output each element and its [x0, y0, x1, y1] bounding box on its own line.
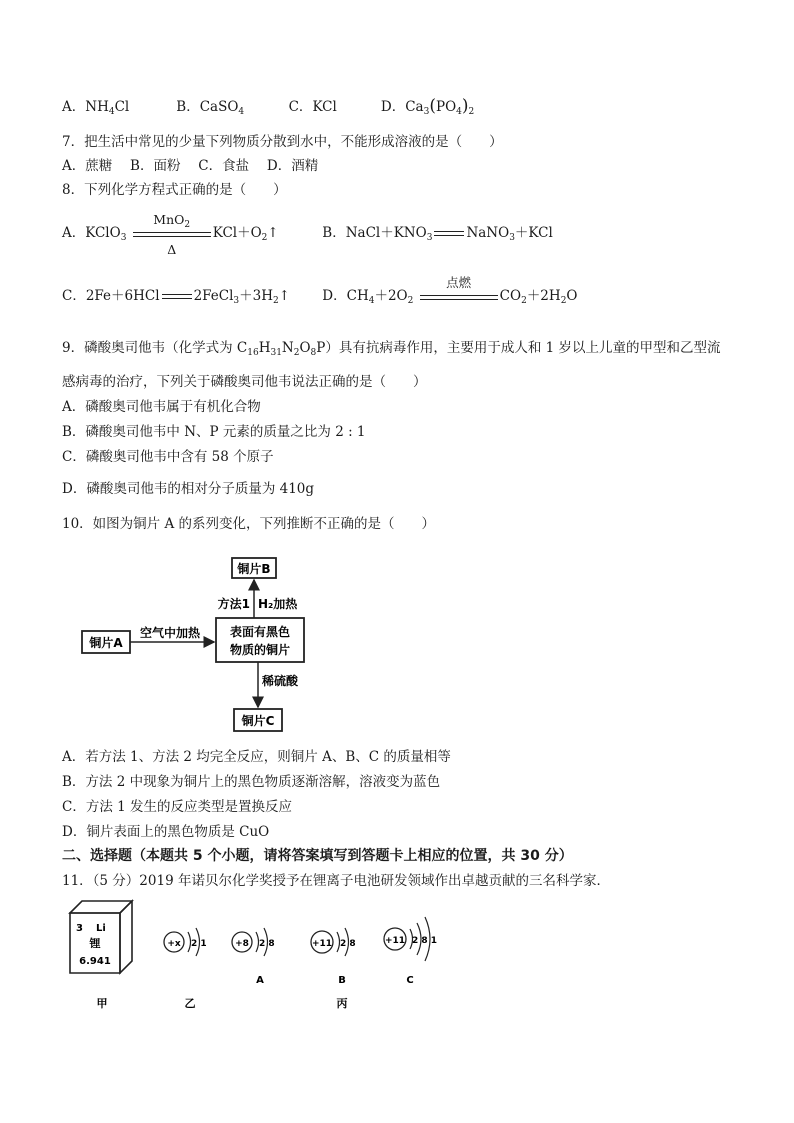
atom-diagram-c — [384, 917, 437, 961]
svg-text:2 8: 2 8 — [259, 939, 275, 949]
atom-diagram-b — [311, 928, 356, 956]
atom-diagram-a — [232, 928, 275, 956]
box-copper-c — [234, 709, 282, 731]
atom-structure-figure — [62, 895, 462, 1020]
q8-option-d: D．$CH_4+2O_2$ 点燃 $CO_2+2H_2O$ — [322, 274, 578, 306]
q8-option-c: C．2Fe＋6HCl $2FeCl_3+3H_2↑$ — [62, 288, 291, 306]
q8-row-cd — [62, 274, 578, 311]
label-c: C — [406, 975, 414, 986]
svg-text:表面有黑色: 表面有黑色 — [229, 625, 291, 639]
copper-reaction-diagram — [70, 553, 340, 738]
box-copper-a — [82, 631, 130, 653]
svg-text:+x: +x — [167, 939, 181, 949]
svg-text:3: 3 — [76, 923, 83, 934]
label-a: A — [256, 975, 264, 986]
q9-option-c: C．磷酸奥司他韦中含有 58 个原子 — [62, 449, 274, 465]
svg-text:Li: Li — [96, 923, 106, 934]
q8-option-a: A．KClO$_3$ MnO$_2$ Δ $KCl+O_2↑$ — [62, 211, 279, 257]
label-jia: 甲 — [96, 997, 108, 1010]
q10-stem: 10．如图为铜片 A 的系列变化，下列推断不正确的是（ ） — [62, 516, 436, 532]
q8-row-ab — [62, 211, 553, 257]
q6-options — [62, 96, 474, 122]
q7-stem: 7．把生活中常见的少量下列物质分散到水中，不能形成溶液的是（ ） — [62, 134, 503, 150]
q8-stem: 8．下列化学方程式正确的是（ ） — [62, 182, 287, 198]
label-dilute-acid: 稀硫酸 — [262, 674, 299, 688]
svg-text:物质的铜片: 物质的铜片 — [229, 643, 291, 657]
q6-option-a: A．$NH_4Cl$ — [62, 99, 130, 117]
q10-option-b: B．方法 2 中现象为铜片上的黑色物质逐渐溶解，溶液变为蓝色 — [62, 774, 441, 790]
q6-option-c: C．KCl — [288, 99, 337, 115]
label-air-heating: 空气中加热 — [139, 626, 201, 640]
svg-text:铜片A: 铜片A — [89, 636, 123, 650]
q8-option-b: B．$NaCl+KNO_3$ NaNO$_3$＋KCl — [322, 225, 553, 243]
label-yi: 乙 — [184, 997, 196, 1010]
q11-stem: 11．（5 分）2019 年诺贝尔化学奖授予在锂离子电池研发领域作出卓越贡献的三名科学家． — [62, 873, 610, 889]
q6-option-d: D．$Ca_3(PO_4)_2$ — [380, 96, 475, 117]
q9-option-b: B．磷酸奥司他韦中 N、P 元素的质量之比为 2 : 1 — [62, 424, 366, 440]
svg-text:+11: +11 — [384, 936, 406, 946]
q8-condition-arrow: MnO$_2$ Δ — [131, 224, 213, 244]
q9-option-d: D．磷酸奥司他韦的相对分子质量为 410g — [62, 481, 315, 497]
svg-text:+8: +8 — [235, 939, 249, 949]
svg-text:2 8 1: 2 8 1 — [412, 936, 438, 946]
svg-text:铜片B: 铜片B — [237, 562, 271, 576]
q10-option-d: D．铜片表面上的黑色物质是 CuO — [62, 824, 270, 840]
svg-text:6.941: 6.941 — [79, 956, 111, 967]
svg-text:锂: 锂 — [89, 937, 101, 950]
label-b: B — [338, 975, 346, 986]
q8-ignite-arrow: 点燃 — [418, 287, 500, 307]
q9-option-a: A．磷酸奥司他韦属于有机化合物 — [62, 399, 261, 415]
section-2-heading: 二、选择题（本题共 5 个小题，请将答案填写到答题卡上相应的位置，共 30 分） — [62, 848, 573, 864]
q10-option-c: C．方法 1 发生的反应类型是置换反应 — [62, 799, 293, 815]
q6-option-b: B．CaSO$_4$ — [176, 99, 245, 117]
svg-text:2 8: 2 8 — [340, 939, 356, 949]
q9-stem-line1: 9．磷酸奥司他韦（化学式为 $C_{16}H_{31}N_2O_8P$）具有抗病毒作用，主要用于成人和 1 岁以上儿童的甲型和乙型流 — [62, 340, 721, 358]
box-copper-b — [232, 558, 276, 578]
svg-text:2 1: 2 1 — [191, 939, 207, 949]
box-black-surface — [216, 618, 304, 662]
label-method-1: 方法1 — [217, 597, 250, 611]
atom-diagram-yi — [164, 928, 207, 956]
svg-text:+11: +11 — [311, 939, 333, 949]
element-cell-lithium — [70, 901, 132, 973]
label-h2-heating: H₂加热 — [258, 597, 298, 611]
q9-stem-line2: 感病毒的治疗，下列关于磷酸奥司他韦说法正确的是（ ） — [62, 374, 427, 390]
svg-text:铜片C: 铜片C — [241, 714, 275, 728]
q10-option-a: A．若方法 1、方法 2 均完全反应，则铜片 A、B、C 的质量相等 — [62, 749, 451, 765]
label-bing: 丙 — [336, 997, 348, 1010]
q7-options: A．蔗糖 B．面粉 C．食盐 D．酒精 — [62, 158, 319, 174]
